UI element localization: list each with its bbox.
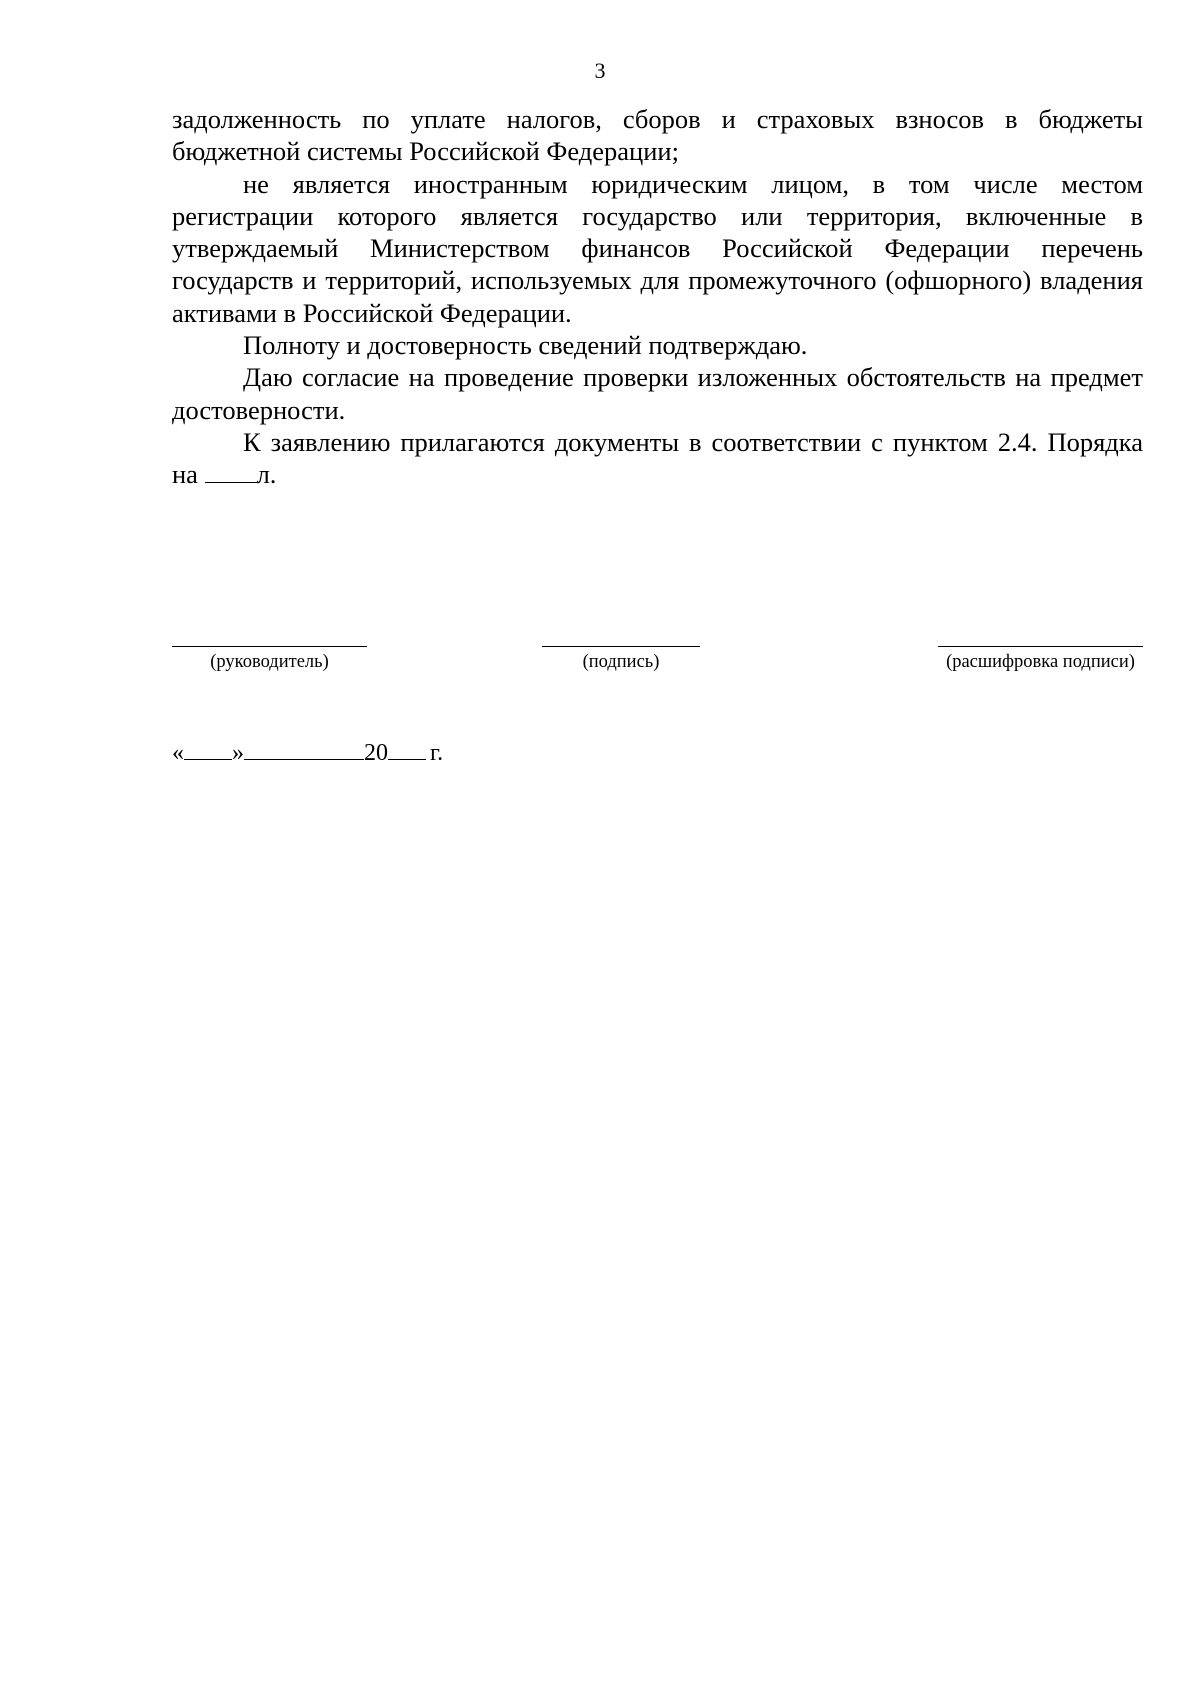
paragraph-confirmation: Полноту и достоверность сведений подтверждаю. [243,330,808,361]
sheets-abbrev: л. [256,459,277,490]
day-blank[interactable] [184,739,232,760]
date-close-quote: » [232,740,244,766]
head-blank-line[interactable] [172,646,367,647]
sheet-count-blank[interactable] [205,460,257,483]
document-body [172,103,1143,491]
date-line [172,738,443,768]
paragraph-debt-continuation: задолженность по уплате налогов, сборов и страховых взносов в бюджеты бюджетной системы Российской Федерации; [172,104,1143,167]
year-suffix: г. [430,740,444,766]
head-caption: (руководитель) [210,652,329,672]
date-open-quote: « [172,740,184,766]
signature-caption: (подпись) [582,652,660,672]
year-blank[interactable] [388,739,426,760]
page-number: 3 [594,58,606,83]
paragraph-not-foreign-entity: не является иностранным юридическим лицом, в том числе местом регистрации которого является государство или территория, включенные в утверждаемый Министерством финансов Российской Федерации перечень государств и территорий, используемых для промежуточного (офшорного) владения активами в Российской Федерации. [172,168,1143,328]
year-prefix: 20 [364,740,388,766]
attachments-text: К заявлению прилагаются документы в соответствии с пунктом 2.4. Порядка на [172,426,1143,490]
decoding-caption: (расшифровка подписи) [946,652,1135,672]
month-blank[interactable] [244,739,364,760]
paragraph-consent: Даю согласие на проведение проверки изложенных обстоятельств на предмет достоверности. [172,362,1143,425]
paragraph-attachments [172,426,1143,491]
signature-blank-line[interactable] [542,646,700,647]
decoding-blank-line[interactable] [938,646,1143,647]
decoding-field [938,646,1143,686]
head-signature-field [172,646,367,686]
signature-field [542,646,700,686]
